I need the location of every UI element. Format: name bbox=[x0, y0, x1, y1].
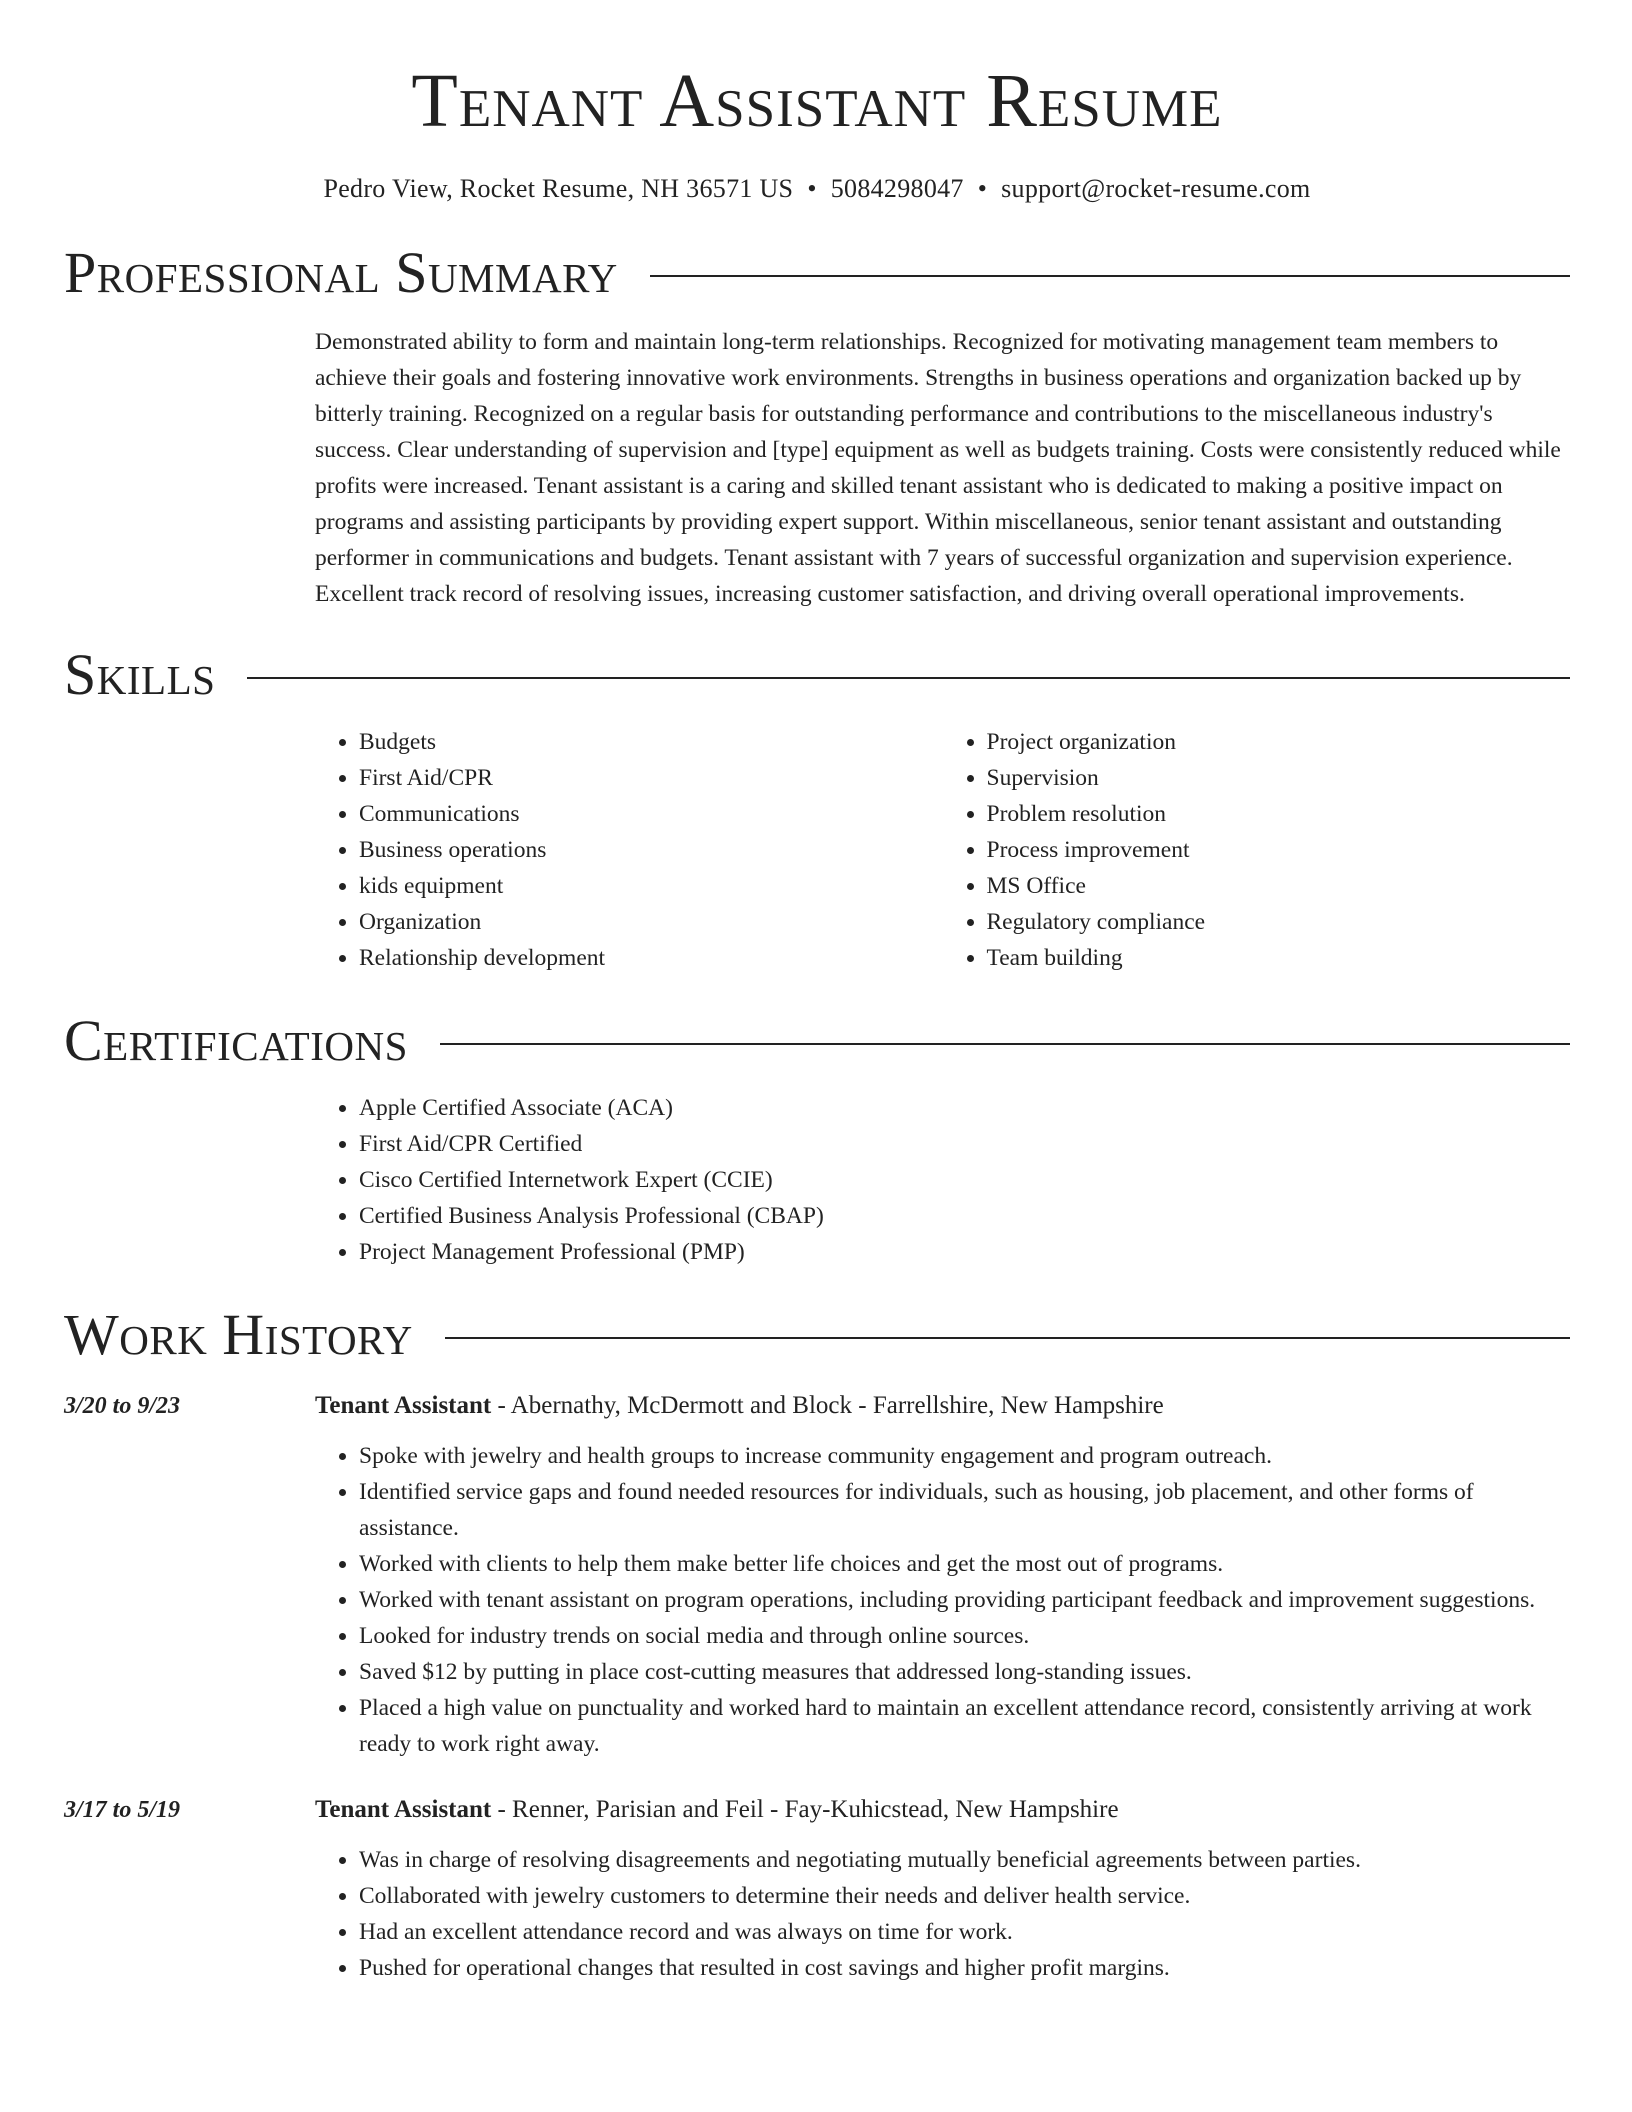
contact-separator: • bbox=[977, 173, 988, 203]
job-dates: 3/20 to 9/23 bbox=[64, 1392, 181, 1419]
section-title-certifications: Certifications bbox=[64, 1007, 408, 1073]
job-bullets bbox=[315, 1438, 1570, 1762]
job-entry bbox=[64, 1388, 1570, 1762]
section-header-skills bbox=[64, 641, 1570, 707]
job-bullet: • Identified service gaps and found needed resources for individuals, such as housing, job placement, and other forms of assistance. bbox=[359, 1474, 1570, 1546]
skills-list bbox=[315, 724, 1570, 976]
skills-column-right bbox=[943, 724, 1571, 976]
section-title-summary: Professional Summary bbox=[64, 239, 618, 305]
job-dates: 3/17 to 5/19 bbox=[64, 1796, 181, 1823]
page-title: Tenant Assistant Resume bbox=[411, 59, 1223, 143]
job-role: Tenant Assistant bbox=[315, 1795, 492, 1823]
skill-item: • MS Office bbox=[987, 868, 1571, 904]
skill-item: • Supervision bbox=[987, 760, 1571, 796]
job-bullet: • Was in charge of resolving disagreements and negotiating mutually beneficial agreements between parties. bbox=[359, 1842, 1570, 1878]
job-heading bbox=[315, 1388, 1570, 1424]
skill-item: • Organization bbox=[359, 904, 943, 940]
job-bullet: • Had an excellent attendance record and was always on time for work. bbox=[359, 1914, 1570, 1950]
section-title-skills: Skills bbox=[64, 641, 216, 707]
job-heading bbox=[315, 1792, 1570, 1828]
section-header-certifications bbox=[64, 1007, 1570, 1073]
skill-item: • kids equipment bbox=[359, 868, 943, 904]
contact-address: Pedro View, Rocket Resume, NH 36571 US bbox=[323, 173, 794, 203]
contact-line bbox=[64, 174, 1570, 204]
section-divider bbox=[247, 677, 1570, 679]
section-divider bbox=[440, 1043, 1570, 1045]
job-bullet: • Saved $12 by putting in place cost-cutting measures that addressed long-standing issues. bbox=[359, 1654, 1570, 1690]
skill-item: • Project organization bbox=[987, 724, 1571, 760]
skill-item: • Business operations bbox=[359, 832, 943, 868]
skill-item: • Regulatory compliance bbox=[987, 904, 1571, 940]
section-divider bbox=[445, 1337, 1570, 1339]
contact-separator: • bbox=[807, 173, 817, 203]
skill-item: • Problem resolution bbox=[987, 796, 1571, 832]
job-bullets bbox=[315, 1842, 1570, 1986]
certification-item: • Apple Certified Associate (ACA) bbox=[359, 1090, 1570, 1126]
job-bullet: • Placed a high value on punctuality and worked hard to maintain an excellent attendance record, consistently arriving at work ready to work right away. bbox=[359, 1690, 1570, 1762]
job-bullet: • Pushed for operational changes that resulted in cost savings and higher profit margins. bbox=[359, 1950, 1570, 1986]
certification-item: • Certified Business Analysis Professional (CBAP) bbox=[359, 1198, 1570, 1234]
skills-column-left bbox=[315, 724, 943, 976]
job-role: Tenant Assistant bbox=[315, 1391, 492, 1419]
certifications-list bbox=[315, 1090, 1570, 1270]
skill-item: • First Aid/CPR bbox=[359, 760, 943, 796]
job-bullet: • Spoke with jewelry and health groups to increase community engagement and program outreach. bbox=[359, 1438, 1570, 1474]
resume-page bbox=[64, 0, 1570, 1986]
skill-item: • Relationship development bbox=[359, 940, 943, 976]
job-employer-location: - Abernathy, McDermott and Block - Farrellshire, New Hampshire bbox=[491, 1391, 1164, 1419]
contact-phone: 5084298047 bbox=[830, 173, 964, 203]
summary-text: Demonstrated ability to form and maintain long-term relationships. Recognized for motivating management team members to achieve their goals and fostering innovative work environments. Strengths in business operations and organization backed up by bitterly training. Recognized on a regular basis for outstanding performance and contributions to the miscellaneous industry's success. Clear understanding of supervision and [type] equipment as well as budgets training. Costs were consistently reduced while profits were increased. Tenant assistant is a caring and skilled tenant assistant who is dedicated to making a positive impact on programs and assisting participants by providing expert support. Within miscellaneous, senior tenant assistant and outstanding performer in communications and budgets. Tenant assistant with 7 years of successful organization and supervision experience. Excellent track record of resolving issues, increasing customer satisfaction, and driving overall operational improvements. bbox=[315, 328, 1561, 607]
section-title-work-history: Work History bbox=[64, 1301, 413, 1367]
certification-item: • Project Management Professional (PMP) bbox=[359, 1234, 1570, 1270]
contact-email: support@rocket-resume.com bbox=[1001, 173, 1311, 203]
certification-item: • First Aid/CPR Certified bbox=[359, 1126, 1570, 1162]
job-content bbox=[315, 1792, 1570, 1986]
skill-item: • Team building bbox=[987, 940, 1571, 976]
job-entry bbox=[64, 1792, 1570, 1986]
job-employer-location: - Renner, Parisian and Feil - Fay-Kuhicstead, New Hampshire bbox=[491, 1795, 1119, 1823]
section-header-summary bbox=[64, 239, 1570, 305]
skill-item: • Communications bbox=[359, 796, 943, 832]
job-bullet: • Worked with clients to help them make better life choices and get the most out of programs. bbox=[359, 1546, 1570, 1582]
job-bullet: • Worked with tenant assistant on program operations, including providing participant feedback and improvement suggestions. bbox=[359, 1582, 1570, 1618]
section-header-work-history bbox=[64, 1301, 1570, 1367]
job-bullet: • Collaborated with jewelry customers to determine their needs and deliver health service. bbox=[359, 1878, 1570, 1914]
certification-item: • Cisco Certified Internetwork Expert (CCIE) bbox=[359, 1162, 1570, 1198]
job-bullet: • Looked for industry trends on social media and through online sources. bbox=[359, 1618, 1570, 1654]
job-content bbox=[315, 1388, 1570, 1762]
skill-item: • Process improvement bbox=[987, 832, 1571, 868]
skill-item: • Budgets bbox=[359, 724, 943, 760]
section-divider bbox=[650, 275, 1570, 277]
